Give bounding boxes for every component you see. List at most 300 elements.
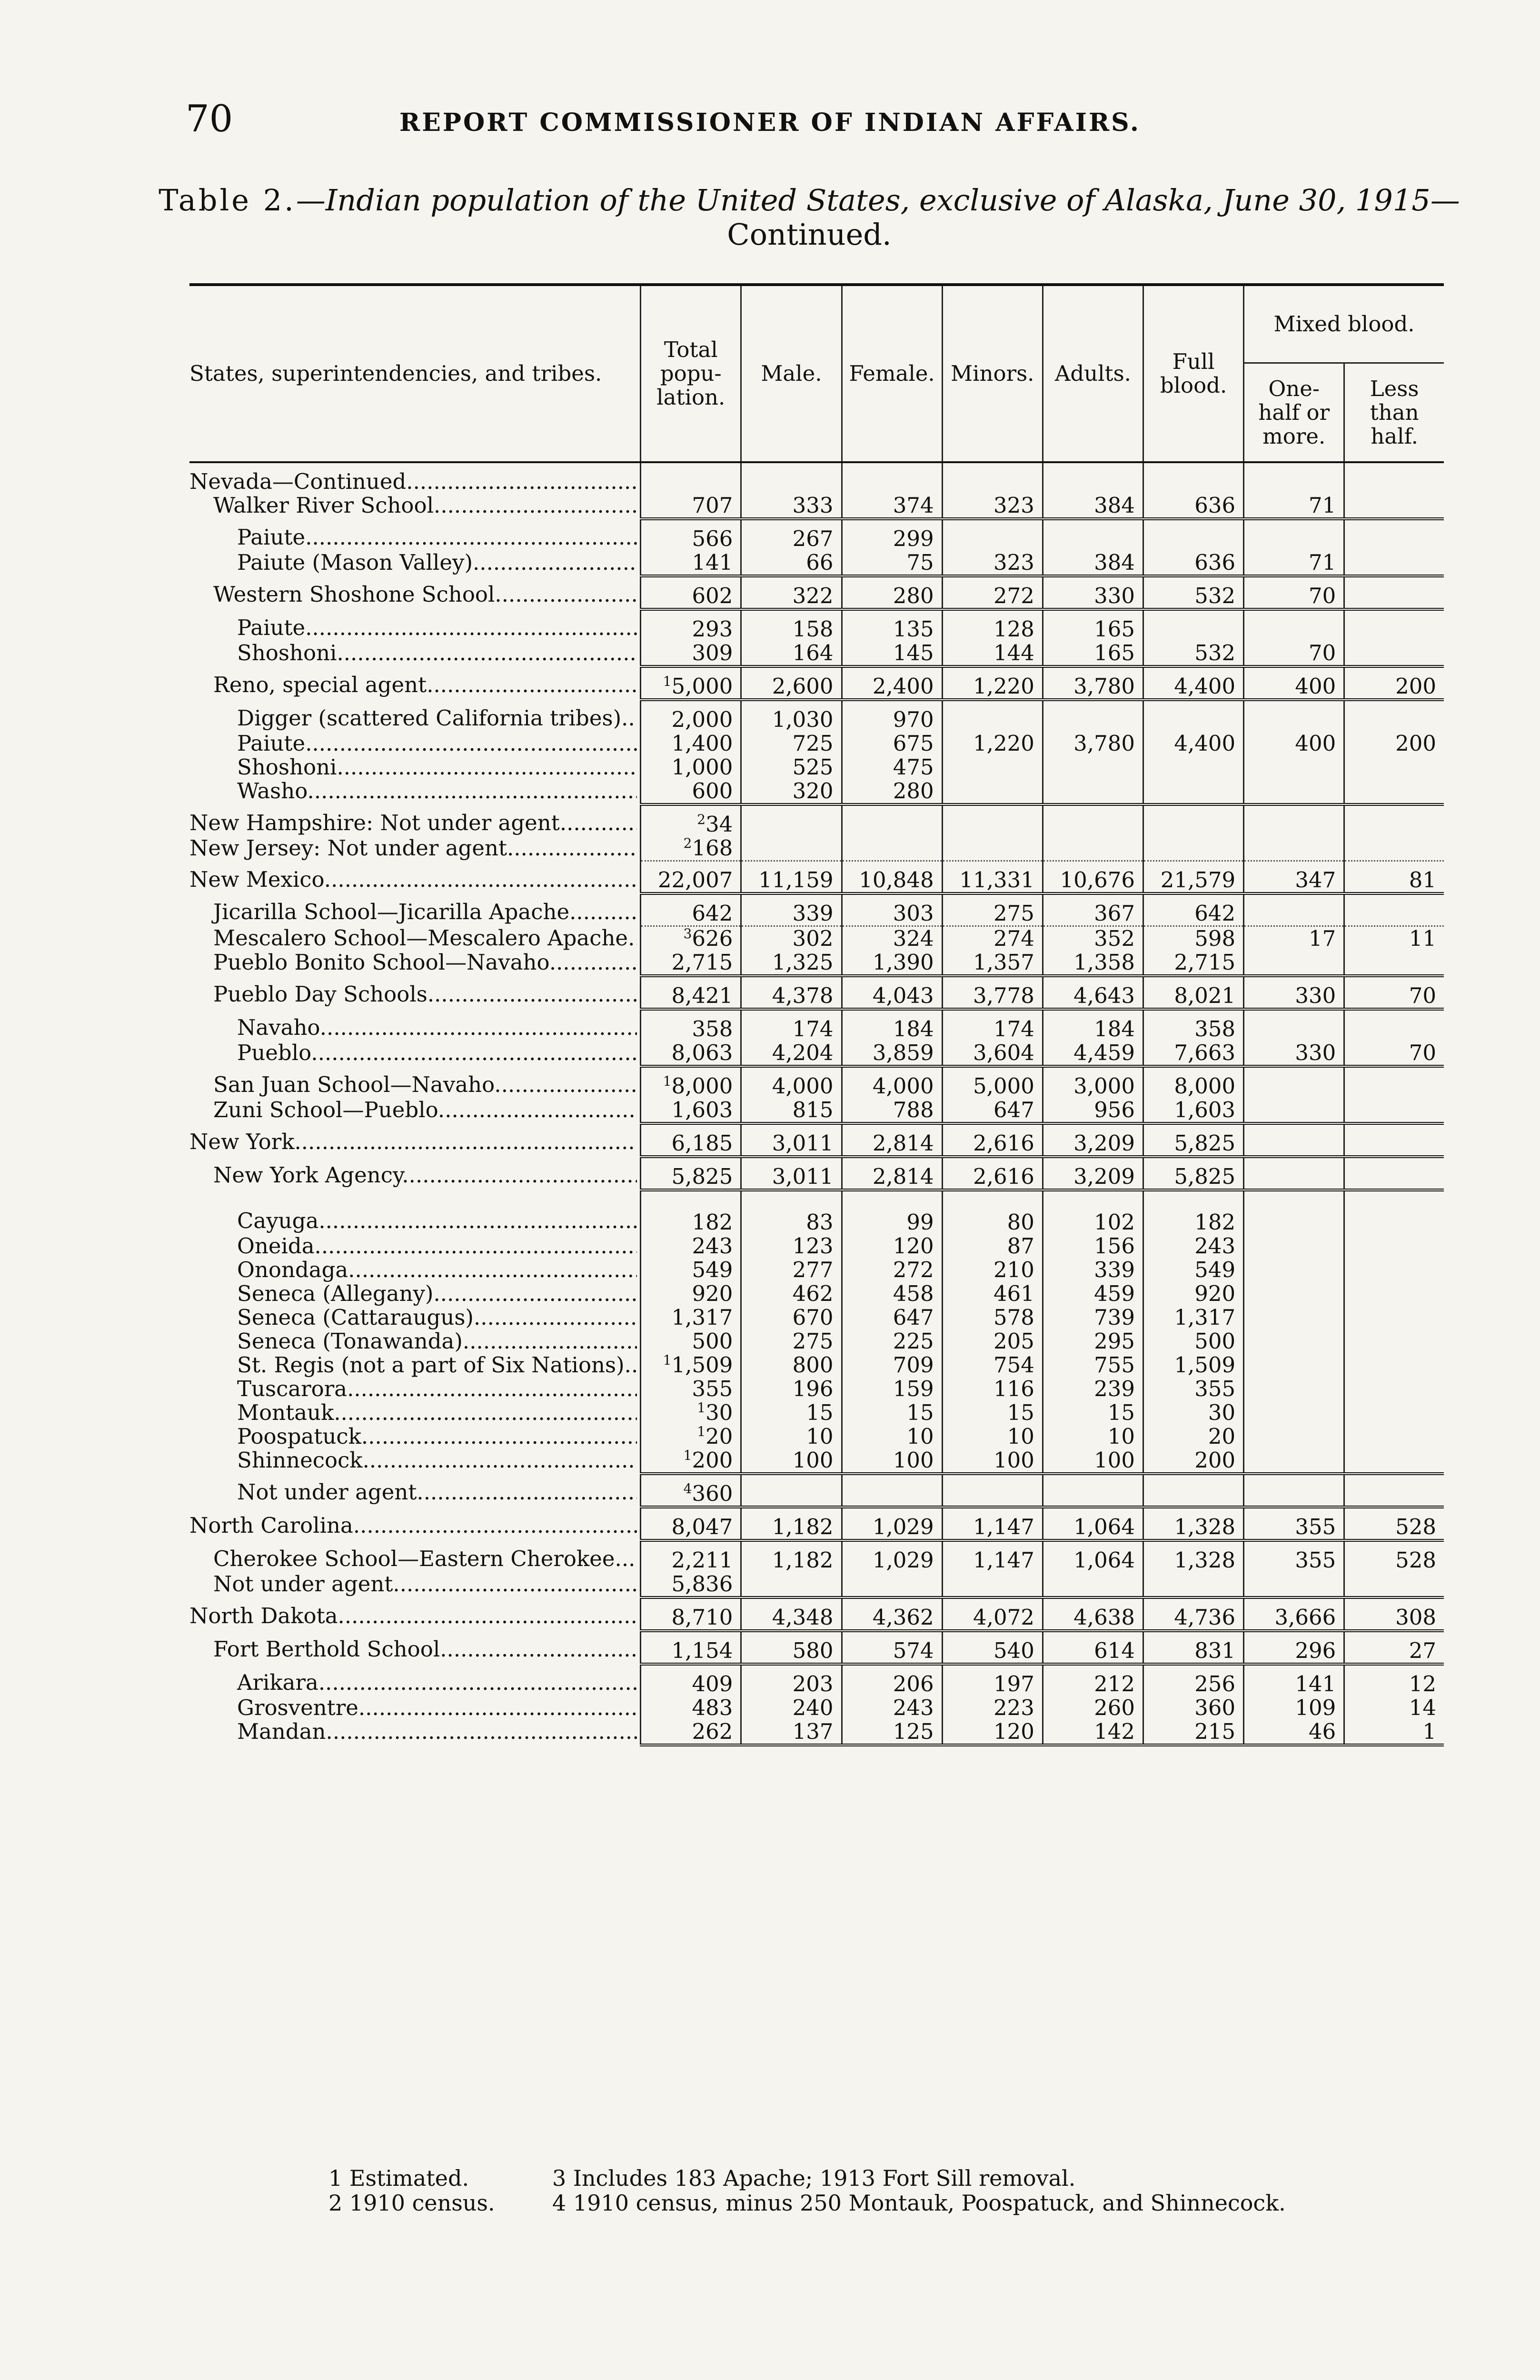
cell-value: 2,600 <box>772 674 834 699</box>
cell-value: 196 <box>792 1376 834 1401</box>
cell-value: 1,317 <box>1174 1305 1236 1330</box>
table-row <box>189 700 1444 732</box>
cell-value: 1,029 <box>872 1514 934 1539</box>
cell-total <box>641 700 741 732</box>
header-minors: Minors. <box>942 285 1043 462</box>
running-title: REPORT COMMISSIONER OF INDIAN AFFAIRS. <box>399 108 1141 137</box>
footnote-marker: 1 <box>697 1400 706 1416</box>
cell-value: 532 <box>1194 583 1236 608</box>
cell-less <box>1344 519 1444 551</box>
cell-adults <box>1043 1306 1143 1329</box>
cell-total <box>641 1474 741 1507</box>
cell-value: 8,000 <box>1174 1073 1236 1099</box>
cell-male <box>741 893 842 926</box>
table-row <box>189 1009 1444 1041</box>
cell-value: 296 <box>1295 1638 1336 1663</box>
footnote-marker: 1 <box>697 1424 706 1439</box>
cell-total <box>641 893 741 926</box>
cell-value: 647 <box>993 1097 1034 1122</box>
cell-male <box>741 1009 842 1041</box>
row-label <box>189 1425 641 1448</box>
cell-less <box>1344 1353 1444 1377</box>
cell-full <box>1143 1066 1244 1098</box>
cell-half <box>1244 700 1344 732</box>
cell-half <box>1244 1474 1344 1507</box>
cell-value: 3,209 <box>1073 1130 1135 1156</box>
footnote-marker: 1 <box>663 674 672 689</box>
cell-value: 34 <box>705 812 733 837</box>
cell-less <box>1344 926 1444 951</box>
row-label <box>189 666 641 700</box>
cell-adults <box>1043 1282 1143 1306</box>
cell-total <box>641 519 741 551</box>
cell-value: 128 <box>993 616 1034 642</box>
cell-value: 500 <box>1194 1329 1236 1354</box>
cell-half <box>1244 1329 1344 1353</box>
cell-minors <box>942 641 1043 666</box>
row-label <box>189 1597 641 1631</box>
cell-value: 626 <box>692 926 733 951</box>
cell-female <box>842 1597 942 1631</box>
row-label <box>189 1041 641 1066</box>
cell-total <box>641 1282 741 1306</box>
table-caption <box>143 183 1476 252</box>
table-row <box>189 641 1444 666</box>
footnote-marker: 1 <box>663 1352 672 1368</box>
cell-value: 225 <box>893 1329 934 1354</box>
row-label-text: Seneca (Tonawanda) ..... <box>189 1329 637 1353</box>
cell-full <box>1143 1425 1244 1448</box>
cell-value: 1,509 <box>671 1352 733 1378</box>
cell-value: 277 <box>792 1257 834 1282</box>
cell-value: 675 <box>893 731 934 756</box>
cell-adults <box>1043 1540 1143 1572</box>
cell-value: 200 <box>692 1448 733 1473</box>
cell-value: 4,736 <box>1174 1605 1236 1630</box>
table-row <box>189 861 1444 894</box>
cell-total <box>641 1720 741 1745</box>
cell-male <box>741 1190 842 1234</box>
cell-male <box>741 755 842 779</box>
cell-full <box>1143 1041 1244 1066</box>
cell-less <box>1344 1282 1444 1306</box>
cell-value: 355 <box>1295 1514 1336 1539</box>
header-stub: States, superintendencies, and tribes. <box>189 285 641 462</box>
cell-minors <box>942 1258 1043 1282</box>
cell-value: 1,325 <box>772 950 834 975</box>
cell-minors <box>942 1306 1043 1329</box>
cell-minors <box>942 1696 1043 1720</box>
cell-half <box>1244 1696 1344 1720</box>
cell-full <box>1143 861 1244 894</box>
cell-full <box>1143 1353 1244 1377</box>
cell-male <box>741 1597 842 1631</box>
cell-adults <box>1043 1098 1143 1123</box>
cell-value: 1,220 <box>973 731 1034 756</box>
cell-minors <box>942 1448 1043 1474</box>
cell-value: 8,063 <box>671 1040 733 1065</box>
cell-male <box>741 1540 842 1572</box>
cell-adults <box>1043 666 1143 700</box>
cell-value: 2,000 <box>671 707 733 732</box>
cell-value: 462 <box>792 1281 834 1306</box>
cell-half <box>1244 1157 1344 1190</box>
row-label-text: Poospatuck ..... <box>189 1425 637 1448</box>
cell-full <box>1143 1448 1244 1474</box>
row-label-text: Fort Berthold School ..... <box>189 1637 637 1661</box>
cell-full <box>1143 641 1244 666</box>
cell-full <box>1143 804 1244 836</box>
cell-full <box>1143 1282 1244 1306</box>
cell-value: 116 <box>993 1376 1034 1401</box>
cell-full <box>1143 551 1244 576</box>
cell-value: 528 <box>1395 1514 1436 1539</box>
table-row <box>189 893 1444 926</box>
cell-value: 528 <box>1395 1547 1436 1573</box>
cell-value: 540 <box>993 1638 1034 1663</box>
cell-male <box>741 861 842 894</box>
cell-minors <box>942 1664 1043 1696</box>
cell-full <box>1143 976 1244 1009</box>
cell-value: 1,182 <box>772 1514 834 1539</box>
cell-minors <box>942 1425 1043 1448</box>
cell-adults <box>1043 1258 1143 1282</box>
cell-full <box>1143 519 1244 551</box>
cell-value: 1,182 <box>772 1547 834 1573</box>
row-label <box>189 1664 641 1696</box>
row-label <box>189 755 641 779</box>
cell-half <box>1244 576 1344 609</box>
table-row <box>189 666 1444 700</box>
cell-male <box>741 951 842 976</box>
cell-minors <box>942 893 1043 926</box>
cell-male <box>741 779 842 804</box>
cell-value: 1,603 <box>671 1097 733 1122</box>
cell-total <box>641 861 741 894</box>
cell-value: 100 <box>993 1448 1034 1473</box>
cell-total <box>641 1009 741 1041</box>
cell-value: 1,390 <box>872 950 934 975</box>
cell-value: 83 <box>806 1210 834 1235</box>
cell-value: 580 <box>792 1638 834 1663</box>
cell-total <box>641 462 741 494</box>
cell-total <box>641 732 741 755</box>
cell-value: 87 <box>1007 1233 1034 1259</box>
cell-adults <box>1043 551 1143 576</box>
cell-male <box>741 519 842 551</box>
cell-value: 970 <box>893 707 934 732</box>
cell-female <box>842 1507 942 1540</box>
cell-adults <box>1043 893 1143 926</box>
cell-full <box>1143 732 1244 755</box>
cell-adults <box>1043 494 1143 519</box>
cell-female <box>842 700 942 732</box>
cell-value: 164 <box>792 640 834 665</box>
cell-adults <box>1043 1066 1143 1098</box>
cell-female <box>842 1631 942 1664</box>
cell-half <box>1244 926 1344 951</box>
cell-value: 360 <box>1194 1695 1236 1720</box>
cell-less <box>1344 861 1444 894</box>
cell-value: 22,007 <box>657 867 733 892</box>
row-label <box>189 1306 641 1329</box>
cell-full <box>1143 1720 1244 1745</box>
cell-value: 144 <box>993 640 1034 665</box>
cell-value: 1,147 <box>973 1547 1034 1573</box>
cell-half <box>1244 1353 1344 1377</box>
cell-value: 322 <box>792 583 834 608</box>
row-label-text: Oneida ..... <box>189 1234 637 1258</box>
cell-value: 275 <box>993 901 1034 926</box>
row-label-text: Paiute (Mason Valley) ..... <box>189 551 637 575</box>
cell-minors <box>942 666 1043 700</box>
cell-adults <box>1043 462 1143 494</box>
table-row <box>189 1474 1444 1507</box>
cell-half <box>1244 755 1344 779</box>
cell-value: 260 <box>1094 1695 1135 1720</box>
cell-minors <box>942 1190 1043 1234</box>
cell-value: 1,064 <box>1073 1514 1135 1539</box>
cell-adults <box>1043 804 1143 836</box>
cell-full <box>1143 1329 1244 1353</box>
cell-value: 309 <box>692 640 733 665</box>
cell-value: 642 <box>692 901 733 926</box>
cell-less <box>1344 1540 1444 1572</box>
row-label <box>189 1401 641 1425</box>
cell-value: 755 <box>1094 1352 1135 1378</box>
row-label-text: San Juan School—Navaho ..... <box>189 1073 637 1097</box>
cell-value: 3,780 <box>1073 674 1135 699</box>
cell-female <box>842 836 942 861</box>
cell-full <box>1143 576 1244 609</box>
cell-less <box>1344 1377 1444 1401</box>
cell-total <box>641 666 741 700</box>
cell-value: 243 <box>893 1695 934 1720</box>
row-label <box>189 779 641 804</box>
cell-male <box>741 551 842 576</box>
cell-value: 80 <box>1007 1210 1034 1235</box>
cell-value: 1,317 <box>671 1305 733 1330</box>
cell-value: 4,400 <box>1174 731 1236 756</box>
cell-female <box>842 1123 942 1157</box>
table-row <box>189 755 1444 779</box>
cell-value: 347 <box>1295 867 1336 892</box>
row-label <box>189 976 641 1009</box>
footnote-marker: 3 <box>683 926 692 942</box>
cell-less <box>1344 1009 1444 1041</box>
cell-half <box>1244 1572 1344 1597</box>
cell-value: 3,778 <box>973 983 1034 1008</box>
cell-female <box>842 1540 942 1572</box>
cell-value: 239 <box>1094 1376 1135 1401</box>
cell-female <box>842 976 942 1009</box>
cell-adults <box>1043 1631 1143 1664</box>
cell-total <box>641 1306 741 1329</box>
table-row <box>189 551 1444 576</box>
cell-minors <box>942 1098 1043 1123</box>
cell-value: 6,185 <box>671 1130 733 1156</box>
cell-minors <box>942 804 1043 836</box>
cell-value: 374 <box>893 493 934 518</box>
cell-value: 21,579 <box>1160 867 1236 892</box>
cell-value: 2,211 <box>671 1547 733 1573</box>
cell-minors <box>942 1597 1043 1631</box>
cell-value: 165 <box>1094 616 1135 642</box>
cell-female <box>842 1572 942 1597</box>
row-label <box>189 1009 641 1041</box>
cell-value: 5,836 <box>671 1571 733 1597</box>
cell-adults <box>1043 1377 1143 1401</box>
cell-half <box>1244 1720 1344 1745</box>
cell-half <box>1244 551 1344 576</box>
cell-minors <box>942 836 1043 861</box>
cell-male <box>741 1664 842 1696</box>
cell-value: 400 <box>1295 731 1336 756</box>
cell-value: 384 <box>1094 550 1135 575</box>
cell-value: 8,021 <box>1174 983 1236 1008</box>
cell-value: 1,358 <box>1073 950 1135 975</box>
cell-minors <box>942 462 1043 494</box>
cell-value: 956 <box>1094 1097 1135 1122</box>
cell-minors <box>942 732 1043 755</box>
cell-value: 158 <box>792 616 834 642</box>
cell-value: 293 <box>692 616 733 642</box>
cell-female <box>842 494 942 519</box>
cell-half <box>1244 1258 1344 1282</box>
table-row <box>189 1631 1444 1664</box>
cell-half <box>1244 1041 1344 1066</box>
cell-half <box>1244 1098 1344 1123</box>
cell-value: 142 <box>1094 1719 1135 1744</box>
cell-adults <box>1043 1353 1143 1377</box>
row-label <box>189 1258 641 1282</box>
cell-value: 5,000 <box>671 674 733 699</box>
cell-female <box>842 462 942 494</box>
row-label <box>189 836 641 861</box>
cell-less <box>1344 1597 1444 1631</box>
cell-half <box>1244 1664 1344 1696</box>
cell-value: 8,047 <box>671 1514 733 1539</box>
row-label <box>189 551 641 576</box>
cell-male <box>741 494 842 519</box>
row-label-text: St. Regis (not a part of Six Nations) ..... <box>189 1353 637 1377</box>
cell-less <box>1344 836 1444 861</box>
cell-full <box>1143 1631 1244 1664</box>
cell-total <box>641 494 741 519</box>
cell-value: 11,159 <box>758 867 834 892</box>
cell-value: 243 <box>1194 1233 1236 1259</box>
cell-value: 636 <box>1194 493 1236 518</box>
cell-value: 642 <box>1194 901 1236 926</box>
table-row <box>189 732 1444 755</box>
page-header <box>0 98 1540 140</box>
cell-value: 168 <box>692 835 733 861</box>
cell-adults <box>1043 1190 1143 1234</box>
table-row <box>189 1098 1444 1123</box>
cell-full <box>1143 1572 1244 1597</box>
table-row <box>189 1507 1444 1540</box>
table-row <box>189 1664 1444 1696</box>
cell-value: 3,209 <box>1073 1164 1135 1189</box>
cell-adults <box>1043 609 1143 641</box>
cell-female <box>842 1720 942 1745</box>
cell-adults <box>1043 1401 1143 1425</box>
header-adults: Adults. <box>1043 285 1143 462</box>
cell-male <box>741 1258 842 1282</box>
row-label <box>189 1720 641 1745</box>
cell-total <box>641 641 741 666</box>
cell-value: 145 <box>893 640 934 665</box>
cell-value: 2,616 <box>973 1164 1034 1189</box>
cell-male <box>741 1572 842 1597</box>
cell-value: 272 <box>893 1257 934 1282</box>
cell-less <box>1344 1448 1444 1474</box>
cell-value: 333 <box>792 493 834 518</box>
table-row <box>189 836 1444 861</box>
cell-half <box>1244 1425 1344 1448</box>
table-row <box>189 519 1444 551</box>
cell-less <box>1344 494 1444 519</box>
cell-value: 184 <box>1094 1016 1135 1041</box>
table-row <box>189 462 1444 494</box>
cell-less <box>1344 1190 1444 1234</box>
cell-value: 15 <box>1007 1400 1034 1425</box>
header-full-blood: Full blood. <box>1143 285 1244 462</box>
cell-less <box>1344 666 1444 700</box>
cell-total <box>641 1425 741 1448</box>
cell-value: 4,638 <box>1073 1605 1135 1630</box>
cell-value: 174 <box>993 1016 1034 1041</box>
cell-half <box>1244 1448 1344 1474</box>
cell-value: 10,676 <box>1060 867 1135 892</box>
cell-value: 14 <box>1409 1695 1436 1720</box>
cell-adults <box>1043 1123 1143 1157</box>
table-row <box>189 976 1444 1009</box>
cell-value: 320 <box>792 778 834 803</box>
cell-minors <box>942 1041 1043 1066</box>
cell-total <box>641 1377 741 1401</box>
cell-value: 323 <box>993 550 1034 575</box>
row-label-text: Onondaga ..... <box>189 1258 637 1282</box>
cell-total <box>641 576 741 609</box>
row-label-text: New York ..... <box>189 1130 637 1154</box>
cell-value: 800 <box>792 1352 834 1378</box>
row-label-text: Seneca (Cattaraugus) ..... <box>189 1306 637 1329</box>
cell-half <box>1244 1009 1344 1041</box>
cell-full <box>1143 609 1244 641</box>
cell-value: 70 <box>1409 1040 1436 1065</box>
cell-value: 7,663 <box>1174 1040 1236 1065</box>
cell-value: 182 <box>1194 1210 1236 1235</box>
cell-value: 20 <box>705 1424 733 1449</box>
table-row <box>189 1329 1444 1353</box>
cell-value: 1,064 <box>1073 1547 1135 1573</box>
row-label-text: Nevada—Continued. ..... <box>189 470 637 494</box>
row-label <box>189 700 641 732</box>
cell-value: 70 <box>1409 983 1436 1008</box>
table-row <box>189 609 1444 641</box>
header-male: Male. <box>741 285 842 462</box>
cell-value: 174 <box>792 1016 834 1041</box>
table-row <box>189 1597 1444 1631</box>
cell-male <box>741 1507 842 1540</box>
cell-value: 574 <box>893 1638 934 1663</box>
cell-half <box>1244 1123 1344 1157</box>
cell-value: 3,011 <box>772 1164 834 1189</box>
cell-value: 4,378 <box>772 983 834 1008</box>
cell-value: 339 <box>792 901 834 926</box>
footnote-marker: 1 <box>683 1448 692 1463</box>
